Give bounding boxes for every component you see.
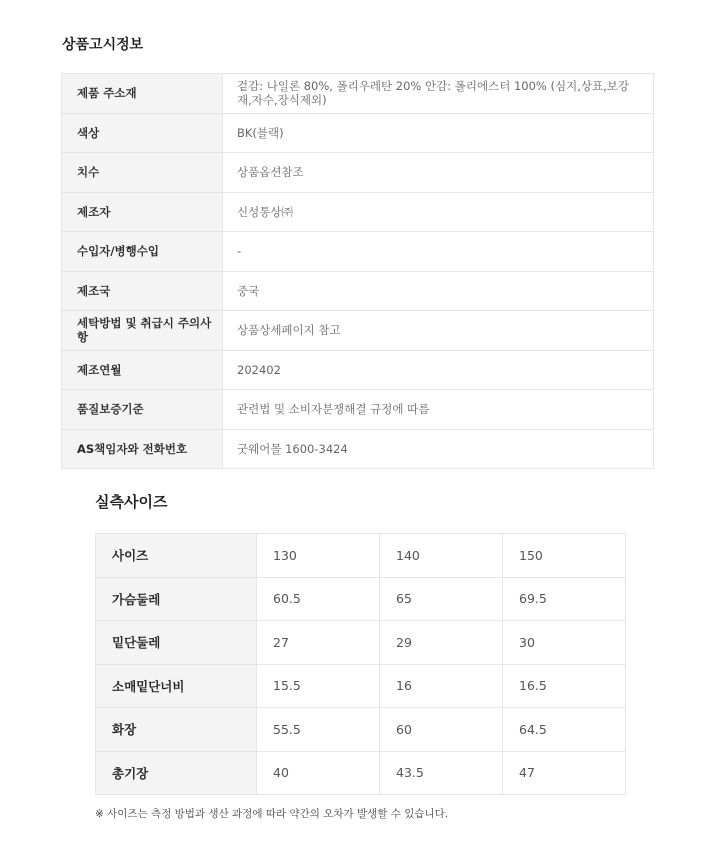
- row-label-country: 제조국: [62, 271, 223, 311]
- row-value-importer: -: [223, 232, 654, 272]
- row-value-care: 상품상세페이지 참고: [223, 311, 654, 351]
- row-value-material: 겉감: 나일론 80%, 폴리우레탄 20% 안감: 폴리에스터 100% (심지,상표,보강재,자수,장식제외): [223, 74, 654, 114]
- size-cell: 65: [380, 577, 503, 621]
- row-value-country: 중국: [223, 271, 654, 311]
- row-label-material: 제품 주소재: [62, 74, 223, 114]
- row-value-date: 202402: [223, 350, 654, 390]
- table-row: [62, 153, 654, 193]
- size-cell: 30: [503, 621, 626, 665]
- size-row-label: 사이즈: [96, 534, 257, 578]
- table-row: [62, 74, 654, 114]
- table-row: [96, 577, 626, 621]
- table-row: [96, 621, 626, 665]
- size-row-label: 총기장: [96, 751, 257, 795]
- row-label-warranty: 품질보증기준: [62, 390, 223, 430]
- table-row: [62, 113, 654, 153]
- table-row: [62, 429, 654, 469]
- size-cell: 60: [380, 708, 503, 752]
- size-cell: 40: [257, 751, 380, 795]
- row-value-color: BK(블랙): [223, 113, 654, 153]
- table-row: [62, 350, 654, 390]
- table-row: [62, 311, 654, 351]
- table-row: [62, 271, 654, 311]
- row-label-as-contact: AS책임자와 전화번호: [62, 429, 223, 469]
- row-value-manufacturer: 신성통상㈜: [223, 192, 654, 232]
- size-cell: 130: [257, 534, 380, 578]
- row-value-dimension: 상품옵션참조: [223, 153, 654, 193]
- table-row: [62, 390, 654, 430]
- size-cell: 64.5: [503, 708, 626, 752]
- row-label-color: 색상: [62, 113, 223, 153]
- table-row: [96, 664, 626, 708]
- size-cell: 15.5: [257, 664, 380, 708]
- size-note: ※ 사이즈는 측정 방법과 생산 과정에 따라 약간의 오차가 발생할 수 있습니다.: [95, 808, 449, 820]
- size-title: 실측사이즈: [95, 493, 168, 511]
- product-notice-table: [61, 73, 654, 469]
- size-cell: 60.5: [257, 577, 380, 621]
- size-cell: 69.5: [503, 577, 626, 621]
- size-cell: 150: [503, 534, 626, 578]
- row-value-as-contact: 굿웨어몰 1600-3424: [223, 429, 654, 469]
- size-row-label: 소매밑단너비: [96, 664, 257, 708]
- table-row: [96, 534, 626, 578]
- table-row: [96, 708, 626, 752]
- size-row-label: 화장: [96, 708, 257, 752]
- size-cell: 140: [380, 534, 503, 578]
- size-cell: 16: [380, 664, 503, 708]
- size-cell: 16.5: [503, 664, 626, 708]
- row-label-date: 제조연월: [62, 350, 223, 390]
- size-cell: 55.5: [257, 708, 380, 752]
- table-row: [62, 192, 654, 232]
- size-cell: 43.5: [380, 751, 503, 795]
- row-value-warranty: 관련법 및 소비자분쟁해결 규정에 따름: [223, 390, 654, 430]
- row-label-dimension: 치수: [62, 153, 223, 193]
- row-label-manufacturer: 제조자: [62, 192, 223, 232]
- size-cell: 27: [257, 621, 380, 665]
- table-row: [62, 232, 654, 272]
- size-cell: 47: [503, 751, 626, 795]
- size-table: [95, 533, 626, 795]
- size-row-label: 밑단둘레: [96, 621, 257, 665]
- row-label-care: 세탁방법 및 취급시 주의사항: [62, 311, 223, 351]
- size-row-label: 가슴둘레: [96, 577, 257, 621]
- row-label-importer: 수입자/병행수입: [62, 232, 223, 272]
- notice-title: 상품고시정보: [62, 37, 144, 53]
- size-cell: 29: [380, 621, 503, 665]
- table-row: [96, 751, 626, 795]
